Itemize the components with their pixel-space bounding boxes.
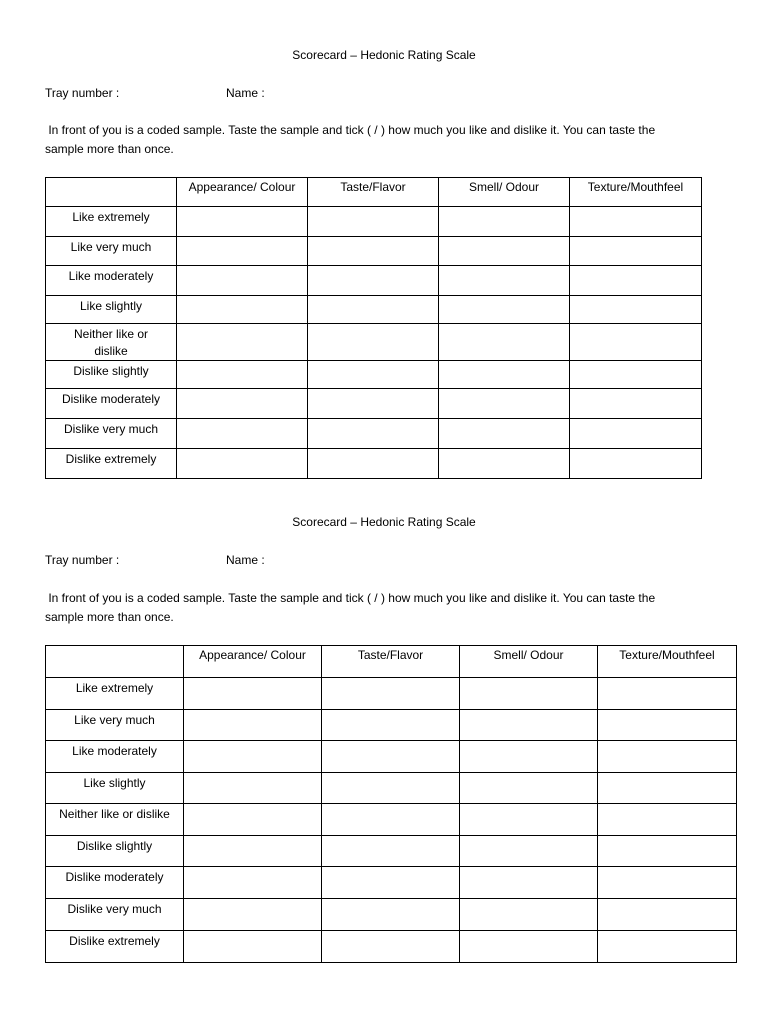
row-label: Like very much [46,710,184,741]
table-row [46,361,702,389]
rating-cell[interactable] [177,266,308,296]
table-row [46,266,702,296]
rating-cell[interactable] [598,773,737,804]
rating-cell[interactable] [460,899,598,931]
rating-cell[interactable] [184,773,322,804]
rating-cell[interactable] [570,296,702,324]
header-blank [46,178,177,207]
header-appearance: Appearance/ Colour [177,178,308,207]
rating-cell[interactable] [308,324,439,361]
rating-cell[interactable] [184,804,322,836]
rating-cell[interactable] [570,449,702,479]
rating-cell[interactable] [322,931,460,963]
row-label: Like moderately [46,266,177,296]
rating-cell[interactable] [439,296,570,324]
table-row [46,237,702,266]
rating-cell[interactable] [322,710,460,741]
tray-number-label: Tray number : [45,553,120,567]
rating-cell[interactable] [322,678,460,710]
row-label: Neither like or dislike [46,324,177,361]
rating-cell[interactable] [460,678,598,710]
rating-cell[interactable] [184,899,322,931]
rating-cell[interactable] [460,836,598,867]
table-row [46,678,737,710]
table-row [46,324,702,361]
table-row [46,449,702,479]
rating-cell[interactable] [598,899,737,931]
header-texture: Texture/Mouthfeel [570,178,702,207]
rating-cell[interactable] [570,266,702,296]
instructions-line-2: sample more than once. [45,142,174,156]
rating-cell[interactable] [460,867,598,899]
table-row [46,296,702,324]
row-label: Like extremely [46,207,177,237]
instructions-line-2: sample more than once. [45,610,174,624]
rating-cell[interactable] [322,804,460,836]
rating-cell[interactable] [570,419,702,449]
table-row [46,207,702,237]
rating-cell[interactable] [177,449,308,479]
rating-cell[interactable] [570,237,702,266]
header-texture: Texture/Mouthfeel [598,646,737,678]
rating-table [45,177,702,479]
rating-cell[interactable] [322,741,460,773]
row-label: Dislike moderately [46,389,177,419]
header-smell: Smell/ Odour [439,178,570,207]
table-row [46,931,737,963]
rating-cell[interactable] [598,931,737,963]
name-label: Name : [226,86,265,100]
rating-cell[interactable] [184,741,322,773]
rating-table [45,645,737,963]
table-row [46,710,737,741]
rating-cell[interactable] [439,361,570,389]
row-label: Like slightly [46,773,184,804]
row-label: Neither like or dislike [46,804,184,836]
rating-cell[interactable] [184,867,322,899]
table-row [46,741,737,773]
rating-cell[interactable] [460,931,598,963]
rating-cell[interactable] [322,836,460,867]
header-smell: Smell/ Odour [460,646,598,678]
rating-cell[interactable] [308,237,439,266]
rating-cell[interactable] [460,804,598,836]
row-label: Dislike slightly [46,836,184,867]
table-row [46,419,702,449]
rating-cell[interactable] [177,237,308,266]
rating-cell[interactable] [439,389,570,419]
table-row [46,773,737,804]
rating-cell[interactable] [598,804,737,836]
rating-cell[interactable] [308,207,439,237]
rating-cell[interactable] [177,361,308,389]
table-header-row [46,178,702,207]
rating-cell[interactable] [322,773,460,804]
rating-cell[interactable] [460,741,598,773]
table-row [46,804,737,836]
header-taste: Taste/Flavor [322,646,460,678]
row-label: Dislike very much [46,899,184,931]
scorecard-title: Scorecard – Hedonic Rating Scale [292,48,476,62]
row-label: Dislike extremely [46,931,184,963]
rating-cell[interactable] [177,389,308,419]
rating-cell[interactable] [308,361,439,389]
table-row [46,899,737,931]
instructions [45,121,735,159]
rating-cell[interactable] [570,207,702,237]
rating-cell[interactable] [177,207,308,237]
rating-cell[interactable] [598,867,737,899]
rating-cell[interactable] [439,324,570,361]
rating-cell[interactable] [184,710,322,741]
rating-cell[interactable] [598,836,737,867]
row-label: Like slightly [46,296,177,324]
row-label: Dislike extremely [46,449,177,479]
rating-cell[interactable] [570,324,702,361]
rating-cell[interactable] [308,389,439,419]
rating-cell[interactable] [322,867,460,899]
row-label: Dislike very much [46,419,177,449]
rating-cell[interactable] [308,266,439,296]
rating-cell[interactable] [460,710,598,741]
rating-cell[interactable] [184,931,322,963]
table-row [46,389,702,419]
rating-cell[interactable] [177,296,308,324]
rating-cell[interactable] [439,449,570,479]
rating-cell[interactable] [570,389,702,419]
row-label: Like extremely [46,678,184,710]
rating-cell[interactable] [598,710,737,741]
row-label: Dislike slightly [46,361,177,389]
rating-cell[interactable] [184,678,322,710]
rating-cell[interactable] [308,296,439,324]
row-label: Dislike moderately [46,867,184,899]
instructions-line-1: In front of you is a coded sample. Taste the sample and tick ( / ) how much you like and dislike it. You can taste the [45,591,656,605]
rating-cell[interactable] [308,419,439,449]
rating-cell[interactable] [177,324,308,361]
table-row [46,836,737,867]
rating-cell[interactable] [439,207,570,237]
scorecard-title: Scorecard – Hedonic Rating Scale [292,515,476,529]
rating-cell[interactable] [177,419,308,449]
rating-cell[interactable] [570,361,702,389]
row-label: Like moderately [46,741,184,773]
rating-cell[interactable] [460,773,598,804]
table-header-row [46,646,737,678]
name-label: Name : [226,553,265,567]
header-blank [46,646,184,678]
rating-cell[interactable] [598,741,737,773]
row-label: Like very much [46,237,177,266]
rating-cell[interactable] [322,899,460,931]
rating-cell[interactable] [598,678,737,710]
rating-cell[interactable] [439,419,570,449]
rating-cell[interactable] [184,836,322,867]
tray-number-label: Tray number : [45,86,120,100]
rating-cell[interactable] [308,449,439,479]
table-row [46,867,737,899]
instructions-line-1: In front of you is a coded sample. Taste the sample and tick ( / ) how much you like and dislike it. You can taste the [45,123,656,137]
header-appearance: Appearance/ Colour [184,646,322,678]
header-taste: Taste/Flavor [308,178,439,207]
rating-cell[interactable] [439,266,570,296]
instructions [45,589,735,627]
rating-cell[interactable] [439,237,570,266]
